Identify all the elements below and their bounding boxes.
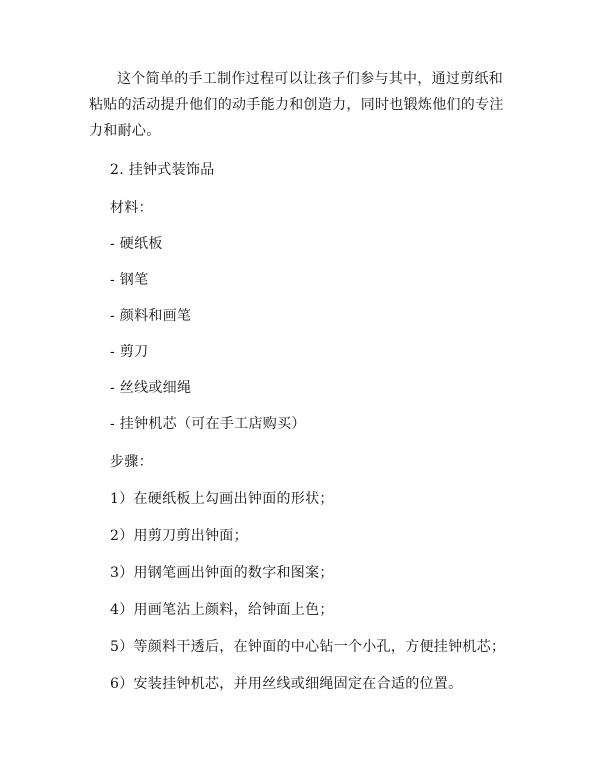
material-item: - 挂钟机芯（可在手工店购买） xyxy=(110,416,306,432)
intro-paragraph: 这个简单的手工制作过程可以让孩子们参与其中，通过剪纸和粘贴的活动提升他们的动手能力和创造力，同时也锻炼他们的专注力和耐心。 xyxy=(89,71,504,139)
step-item: 2）用剪刀剪出钟面； xyxy=(110,528,248,544)
material-item: - 丝线或细绳 xyxy=(110,380,192,396)
materials-label: 材料： xyxy=(110,200,153,216)
section-title: 2. 挂钟式装饰品 xyxy=(110,162,215,178)
material-item: - 颜料和画笔 xyxy=(110,308,192,324)
step-item: 1）在硬纸板上勾画出钟面的形状； xyxy=(110,491,334,507)
steps-label: 步骤： xyxy=(110,454,153,470)
material-item: - 钢笔 xyxy=(110,272,149,288)
step-item: 6）安装挂钟机芯，并用丝线或细绳固定在合适的位置。 xyxy=(110,676,463,692)
step-item: 4）用画笔沾上颜料，给钟面上色； xyxy=(110,602,334,618)
step-item: 5）等颜料干透后，在钟面的中心钻一个小孔，方便挂钟机芯； xyxy=(110,639,506,655)
material-item: - 剪刀 xyxy=(110,344,149,360)
material-item: - 硬纸板 xyxy=(110,236,163,252)
step-item: 3）用钢笔画出钟面的数字和图案； xyxy=(110,565,334,581)
